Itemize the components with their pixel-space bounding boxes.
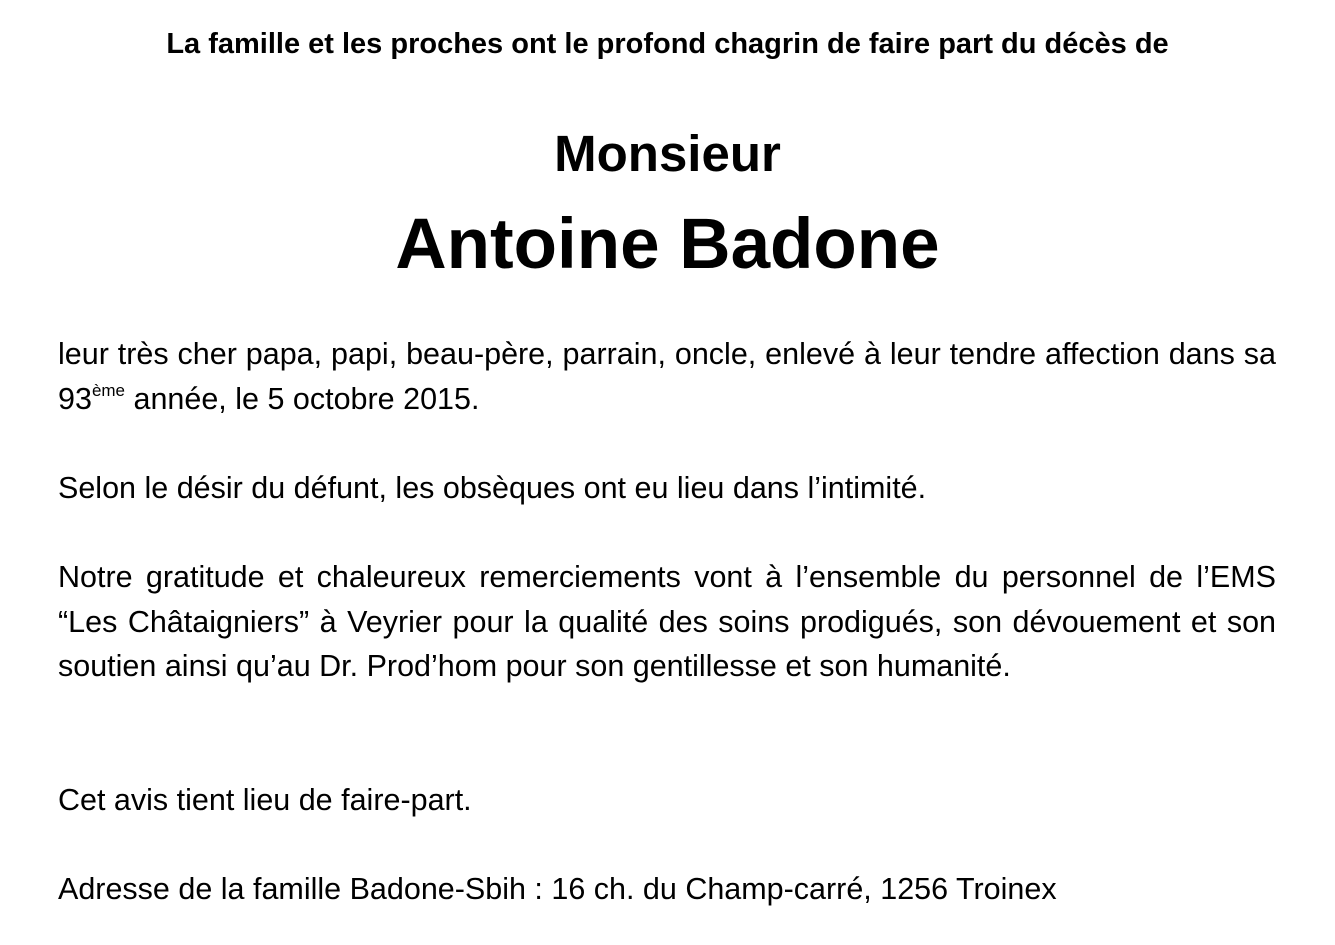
tribute-text: leur très cher papa, papi, beau-père, parrain, oncle, enlevé à leur tendre affection dans sa 93 bbox=[58, 337, 1276, 416]
family-address: Adresse de la famille Badone-Sbih : 16 ch. du Champ-carré, 1256 Troinex bbox=[58, 872, 1057, 906]
deceased-name: Antoine Badone bbox=[395, 205, 940, 284]
announcement-header: La famille et les proches ont le profond chagrin de faire part du décès de bbox=[166, 28, 1169, 60]
paragraph-tribute bbox=[58, 332, 1276, 421]
honorific-title: Monsieur bbox=[554, 125, 781, 182]
paragraph-notice: Cet avis tient lieu de faire-part. bbox=[58, 783, 472, 817]
tribute-date-text: année, le 5 octobre 2015. bbox=[125, 381, 480, 416]
paragraph-funeral: Selon le désir du défunt, les obsèques ont eu lieu dans l’intimité. bbox=[58, 471, 927, 505]
ordinal-suffix: ème bbox=[91, 380, 126, 400]
paragraph-gratitude: Notre gratitude et chaleureux remerciements vont à l’ensemble du personnel de l’EMS “Les Châtaigniers” à Veyrier pour la qualité des soins prodigués, son dévouement et son soutien ainsi qu’au Dr. Prod’hom pour son gentillesse et son humanité. bbox=[58, 560, 1276, 683]
